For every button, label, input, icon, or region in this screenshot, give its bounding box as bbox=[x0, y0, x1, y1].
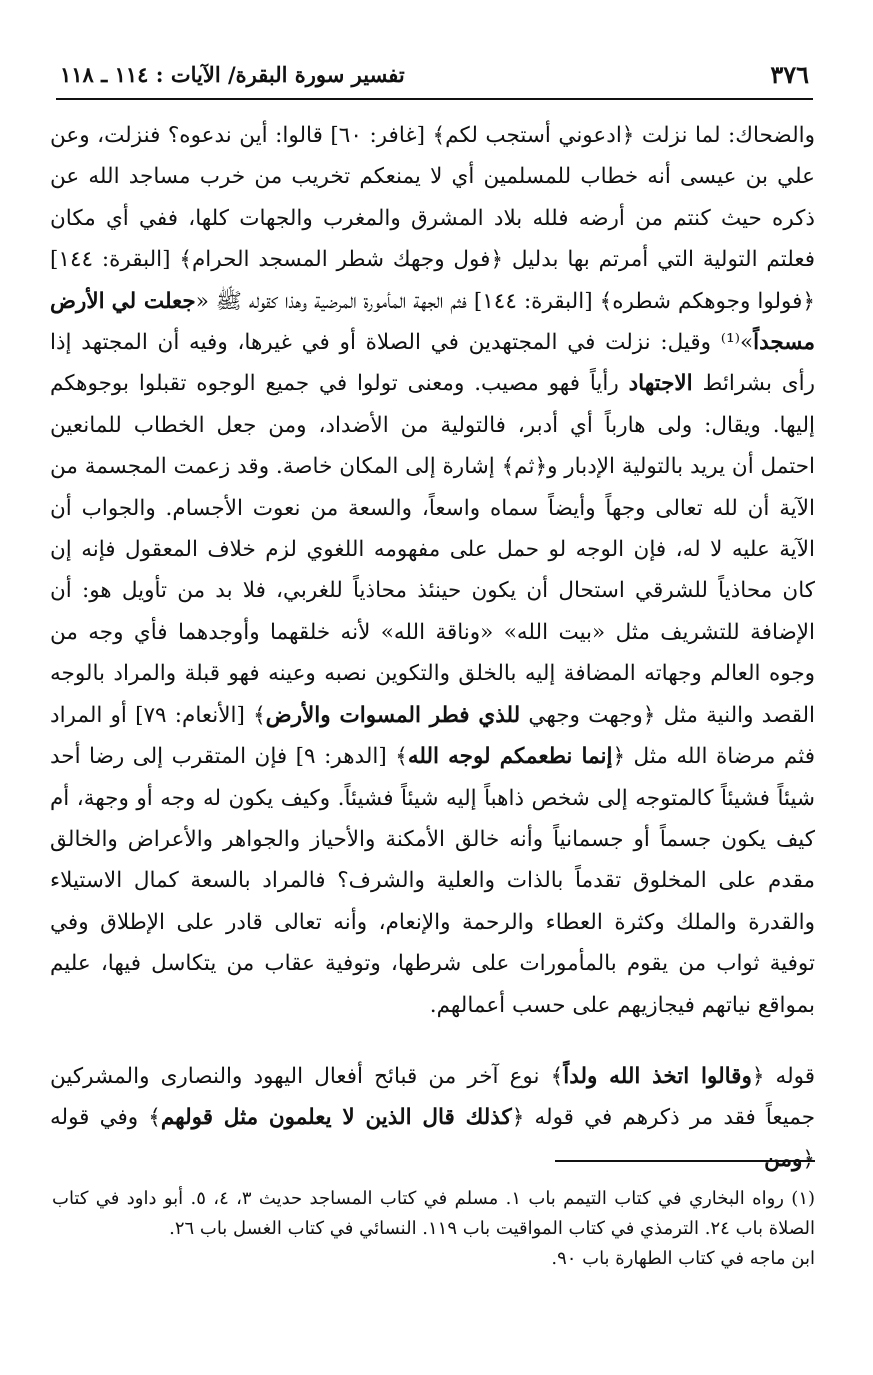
text-line: ﴾ نوع آخر من قبائح أفعال اليهود والنصارى والمشركين bbox=[50, 1063, 564, 1089]
text-line: ﴾ وفي قوله ﴿ bbox=[50, 1105, 815, 1172]
text-line: رأياً فهو مصيب. ومعنى تولوا في جميع الوجوه تقبلوا بوجوهكم bbox=[50, 371, 629, 397]
text-line: جسمانياً وأنه خالق الأمكنة والأحياز والجواهر والأعراض والخالق مقدم على المخلوق bbox=[50, 826, 815, 894]
text-line: احتمل أن يريد بالتولية الإدبار و﴿ثم﴾ إشارة إلى المكان خاصة. وقد زعمت المجسمة من bbox=[50, 454, 815, 480]
text-line: ﴿ bbox=[612, 744, 626, 770]
paragraph-1 bbox=[50, 115, 815, 1026]
text-line: ذكره حيث كنتم من أرضه فلله بلاد المشرق والمغرب والجهات كلها، ففي أي مكان فعلتم bbox=[50, 205, 815, 273]
footnote-line: (١) رواه البخاري في كتاب التيمم باب ١. مسلم في كتاب المساجد حديث ٣، ٤، ٥. أبو داود في bbox=[95, 1188, 816, 1209]
footnote-line: كتاب الصلاة باب ٢٤. الترمذي في كتاب المواقيت باب ١١٩. النسائي في كتاب الغسل باب ٢٦. bbox=[52, 1188, 815, 1239]
text-line: المضافة إليه بالخلق والتكوين نصبه وعينه فهو قبلة والمراد بالوجه القصد والنية مثل bbox=[50, 661, 815, 728]
text-line: والضحاك: لما نزلت ﴿ادعوني أستجب لكم﴾ [غافر: ٦٠] قالوا: أين ندعوه؟ فنزلت، bbox=[97, 123, 815, 148]
text-line: وجوهكم شطره﴾ [البقرة: ١٤٤] فثم الجهة المأمورة المرضية وهذا كقوله ﷺ « bbox=[195, 288, 751, 314]
text-line: للشرقي استحال أن يكون حينئذ محاذياً للغربي، فلا بد من تأويل هو: أن الإضافة للتشريف bbox=[50, 578, 815, 645]
text-line: إليها. ويقال: ولى هارباً أي أدبر، فالتولية من الأضداد، ومن جعل الخطاب للمانعين bbox=[50, 412, 815, 438]
text-line: الآية أن لله تعالى وجهاً وأيضاً سماه واسعاً، والسعة من نعوت الأجسام. والجواب أن الآية bbox=[50, 495, 816, 563]
footnote-line: ابن ماجه في كتاب الطهارة باب ٩٠. bbox=[551, 1248, 815, 1269]
footnote bbox=[52, 1184, 815, 1274]
running-title: تفسير سورة البقرة/ الآيات : ١١٤ ـ ١١٨ bbox=[60, 62, 405, 87]
quran-quote: كذلك قال الذين لا يعلمون مثل قولهم bbox=[160, 1105, 512, 1131]
hadith-quote: الأرض مسجداً bbox=[50, 288, 815, 356]
text-line: تقدماً بالذات والعلية والشرف؟ فالمراد بالسعة كمال الاستيلاء والقدرة والملك وكثرة العطاء bbox=[50, 868, 816, 935]
main-text bbox=[50, 115, 815, 1180]
text-line: قوله ﴿ bbox=[751, 1063, 816, 1089]
quran-quote: ومن bbox=[764, 1146, 803, 1172]
bold-term: الاجتهاد bbox=[628, 371, 693, 397]
text-line: ﴿وجهت وجهي bbox=[520, 702, 656, 728]
text-line: التولية التي أمرتم بها بدليل ﴿فول وجهك شطر المسجد الحرام﴾ [البقرة: ١٤٤] ﴿فولوا bbox=[50, 247, 816, 314]
page-header bbox=[56, 58, 813, 100]
text-line: مثل «بيت الله» «وناقة الله» لأنه خلقهما وأوجدهما فأي وجه من وجوه العالم وجهاته bbox=[50, 619, 815, 687]
text-line: عليه لا له، فإن الوجه لو حمل على مفهومه اللغوي لزم خلاف المعقول فإنه إن كان محاذياً bbox=[50, 537, 815, 604]
footnote-divider bbox=[555, 1160, 815, 1162]
hadith-quote: جعلت لي bbox=[111, 288, 196, 314]
text-line: ﴾ [الأنعام: ٧٩] أو المراد فثم مرضاة الله مثل bbox=[50, 702, 815, 770]
quran-quote: إنما نطعمكم لوجه الله bbox=[407, 744, 613, 770]
text-line: أعمالهم. bbox=[429, 992, 506, 1018]
text-line: »⁽¹⁾ وقيل: نزلت في المجتهدين في الصلاة أو في غيرها، وفيه أن المجتهد bbox=[81, 330, 754, 356]
text-line: إذا رأى بشرائط bbox=[50, 330, 815, 397]
text-line: شرطها، وتوفية عقاب من يتكاسل فيها، عليم بمواقع نياتهم فيجازيهم على حسب bbox=[50, 951, 815, 1018]
text-line: شخص ذاهباً إليه شيئاً فشيئاً. وكيف يكون له وجه أو وجهة، أم كيف يكون جسماً أو bbox=[50, 785, 815, 852]
page-number: ٣٧٦ bbox=[770, 60, 809, 89]
text-line: والرحمة والإنعام، وأنه تعالى قادر على الإطلاق وفي توفية ثواب من يقوم بالمأمورات على bbox=[50, 909, 816, 977]
text-line: وعن علي بن عيسى أنه خطاب للمسلمين أي لا يمنعكم تخريب من خرب مساجد الله عن bbox=[50, 123, 815, 190]
quran-quote: للذي فطر المسوات والأرض bbox=[265, 702, 521, 728]
text-line: جميعاً فقد مر ذكرهم في قوله ﴿ bbox=[511, 1105, 815, 1131]
quran-quote: وقالوا اتخذ الله ولداً bbox=[563, 1063, 752, 1089]
text-line: ﴾ [الدهر: ٩] فإن المتقرب إلى رضا أحد شيئاً فشيئاً كالمتوجه إلى bbox=[50, 744, 815, 811]
